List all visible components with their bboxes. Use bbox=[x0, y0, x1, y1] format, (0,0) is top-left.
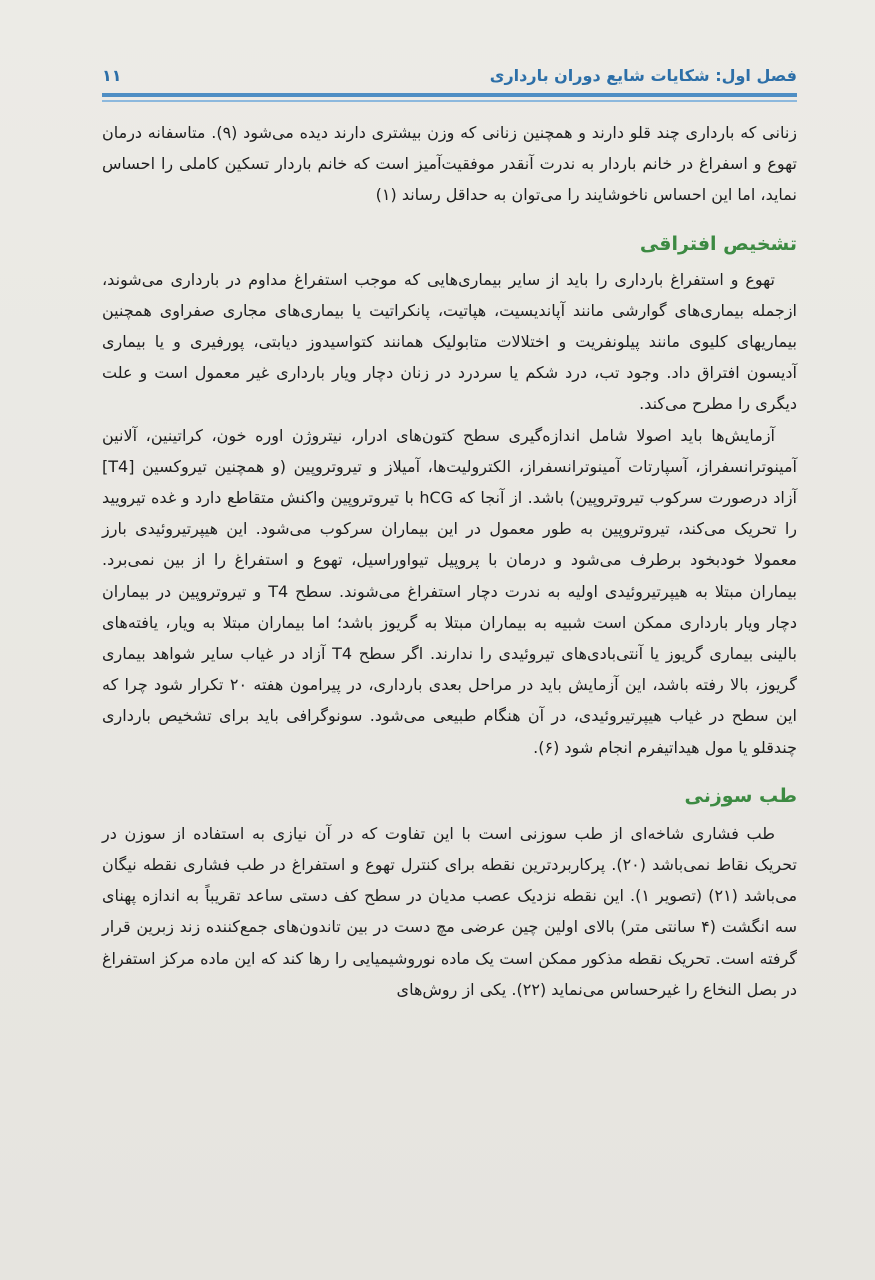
page-number: ۱۱ bbox=[102, 66, 122, 85]
section-heading-acupuncture: طب سوزنی bbox=[684, 784, 797, 807]
header-rule bbox=[102, 93, 797, 97]
differential-paragraph-1: تهوع و استفراغ بارداری را باید از سایر بیماری‌هایی که موجب استفراغ مداوم در بارداری می‌شوند، ازجمله بیماری‌های گوارشی مانند آپاندیسیت، هپاتیت، پانکراتیت یا بیماری‌های مجاری صفراوی همچنین بیماریهای کلیوی مانند پیلونفریت و اختلالات متابولیک همانند کتواسیدوز دیابتی، پورفیری و یا بیماری آدیسون افتراق داد. وجود تب، درد شکم یا سردرد در زنان دچار ویار بارداری غیر معمول است و علت دیگری را مطرح می‌کند. bbox=[102, 269, 797, 414]
acupressure-paragraph: طب فشاری شاخه‌ای از طب سوزنی است با این تفاوت که در آن نیازی به استفاده از سوزن در تحریک نقاط نمی‌باشد (۲۰). پرکاربردترین نقطه برای کنترل تهوع و استفراغ در طب فشاری نقطه نیگان می‌باشد (۲۱) (تصویر ۱). این نقطه نزدیک عصب مدیان در سطح کف دستی ساعد تقریباً به اندازه پهنای سه انگشت (۴ سانتی متر) بالای اولین چین عرضی مچ دست در بین تاندون‌های جمع‌کننده زند زبرین قرار گرفته است. تحریک نقطه مذکور ممکن است یک ماده نوروشیمیایی را رها کند که این ماده مرکز استفراغ در بصل النخاع را غیرحساس می‌نماید (۲۲). یکی از روش‌های bbox=[102, 823, 798, 999]
chapter-title: فصل اول: شکایات شایع دوران بارداری bbox=[489, 66, 797, 85]
intro-paragraph: زنانی که بارداری چند قلو دارند و همچنین زنانی که وزن بیشتری دارند دیده می‌شود (۹). متاسفانه درمان تهوع و اسفراغ در خانم باردار به ندرت آنقدر موفقیت‌آمیز است که خانم باردار تسکین کاملی را احساس نماید، اما این احساس ناخوشایند را می‌توان به حداقل رساند (۱) bbox=[102, 123, 797, 205]
differential-paragraph-2: آزمایش‌ها باید اصولا شامل اندازه‌گیری سطح کتون‌های ادرار، نیتروژن اوره خون، کراتینین، آلانین آمینوترانسفراز، آسپارتات آمینوترانسفراز، الکترولیت‌ها، آمیلاز و تیروتروپین (و همچنین تیروکسین [T4] آزاد درصورت سرکوب تیروتروپین) باشد. از آنجا که hCG با تیروتروپین واکنش متقاطع دارد و غده تیرویید را تحریک می‌کند، تیروتروپین به طور معمول در این بیماران سرکوب می‌شود. این هیپرتیروئیدی بارز معمولا خودبخود برطرف می‌شود و درمان با پروپیل تیواوراسیل، تهوع و استفراغ را از بین نمی‌برد. بیماران مبتلا به هیپرتیروئیدی اولیه به ندرت دچار استفراغ می‌شوند. سطح T4 و تیروتروپین در بیماران دچار ویار بارداری ممکن است شبیه به بیماران مبتلا به گریوز باشد؛ اما بیماران مبتلا به ویار، یافته‌های بالینی بیماری گریوز یا آنتی‌بادی‌های تیروئیدی را ندارند. اگر سطح T4 آزاد در غیاب سایر شواهد بیماری گریوز، بالا رفته باشد، این آزمایش باید در مراحل بعدی بارداری، در پیرامون هفته ۲۰ تکرار شود چرا که این سطح در غیاب هیپرتیروئیدی، در آن هنگام طبیعی می‌شود. سونوگرافی باید برای تشخیص بارداری چندقلو یا مول هیداتیفرم انجام شود (۶). bbox=[102, 425, 797, 757]
section-heading-differential-diagnosis: تشخیص افتراقی bbox=[639, 232, 797, 255]
header-rule-thin bbox=[102, 100, 797, 102]
page-body bbox=[102, 117, 797, 1005]
page-header bbox=[102, 64, 797, 88]
